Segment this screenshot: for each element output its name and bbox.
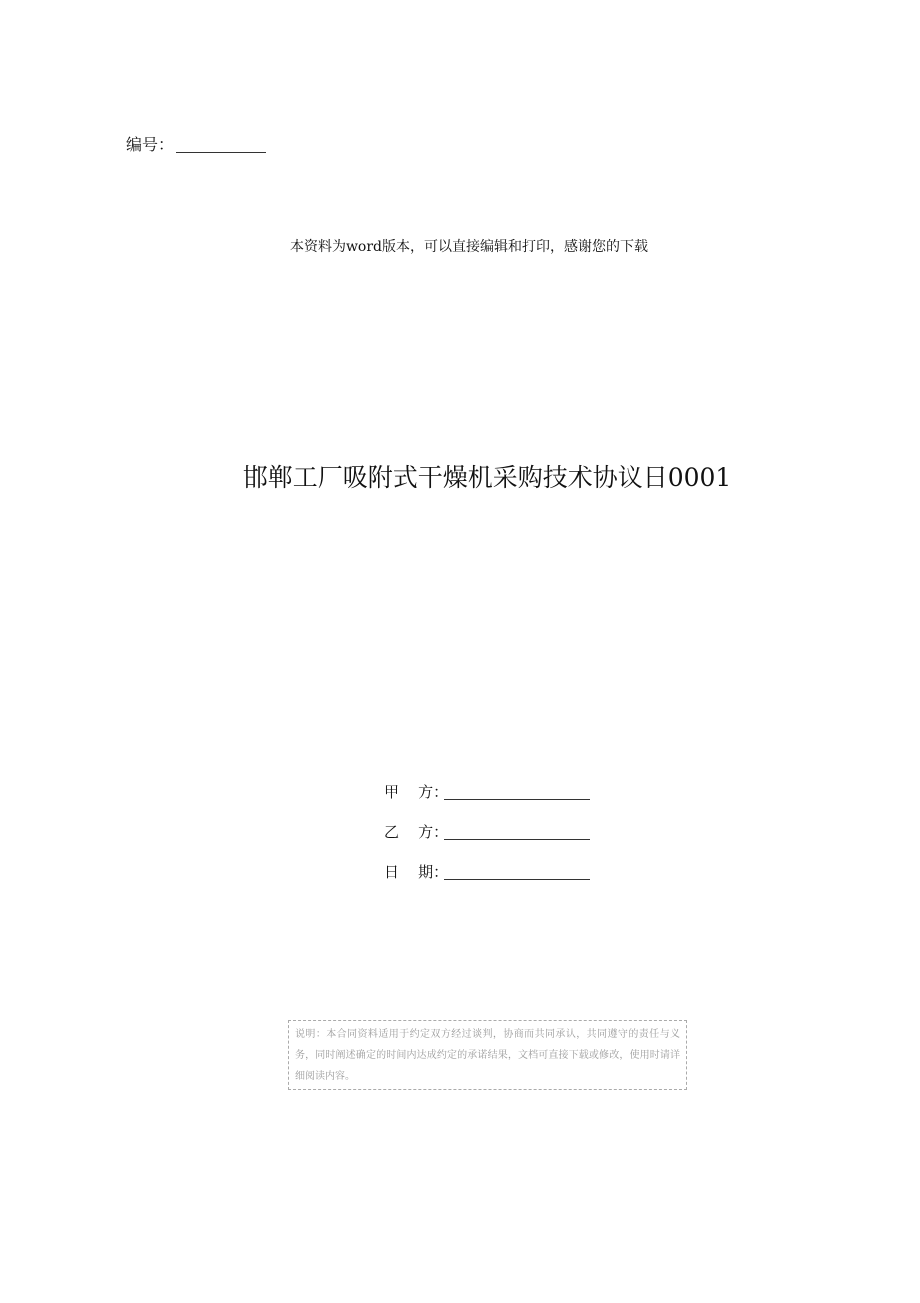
- party-a-label: 甲 方：: [384, 783, 449, 801]
- date-label: 日 期：: [384, 863, 449, 881]
- serial-number-line: [126, 133, 266, 157]
- party-b-blank[interactable]: [444, 821, 590, 840]
- party-b-label: 乙 方：: [384, 823, 449, 841]
- date-row: [384, 848, 614, 888]
- disclaimer-box: 说明：本合同资料适用于约定双方经过谈判，协商而共同承认，共同遵守的责任与义务，同时阐述确定的时间内达成约定的承诺结果，文档可直接下载或修改，使用时请详细阅读内容。: [288, 1020, 687, 1090]
- serial-number-label: 编号：: [126, 135, 175, 154]
- party-signature-block: [384, 768, 614, 888]
- party-a-blank[interactable]: [444, 781, 590, 800]
- party-b-row: [384, 808, 614, 848]
- download-notice: 本资料为word版本，可以直接编辑和打印，感谢您的下载: [289, 239, 649, 255]
- document-title: 邯郸工厂吸附式干燥机采购技术协议日0001: [242, 463, 732, 492]
- serial-number-blank[interactable]: [176, 138, 266, 153]
- date-blank[interactable]: [444, 861, 590, 880]
- party-a-row: [384, 768, 614, 808]
